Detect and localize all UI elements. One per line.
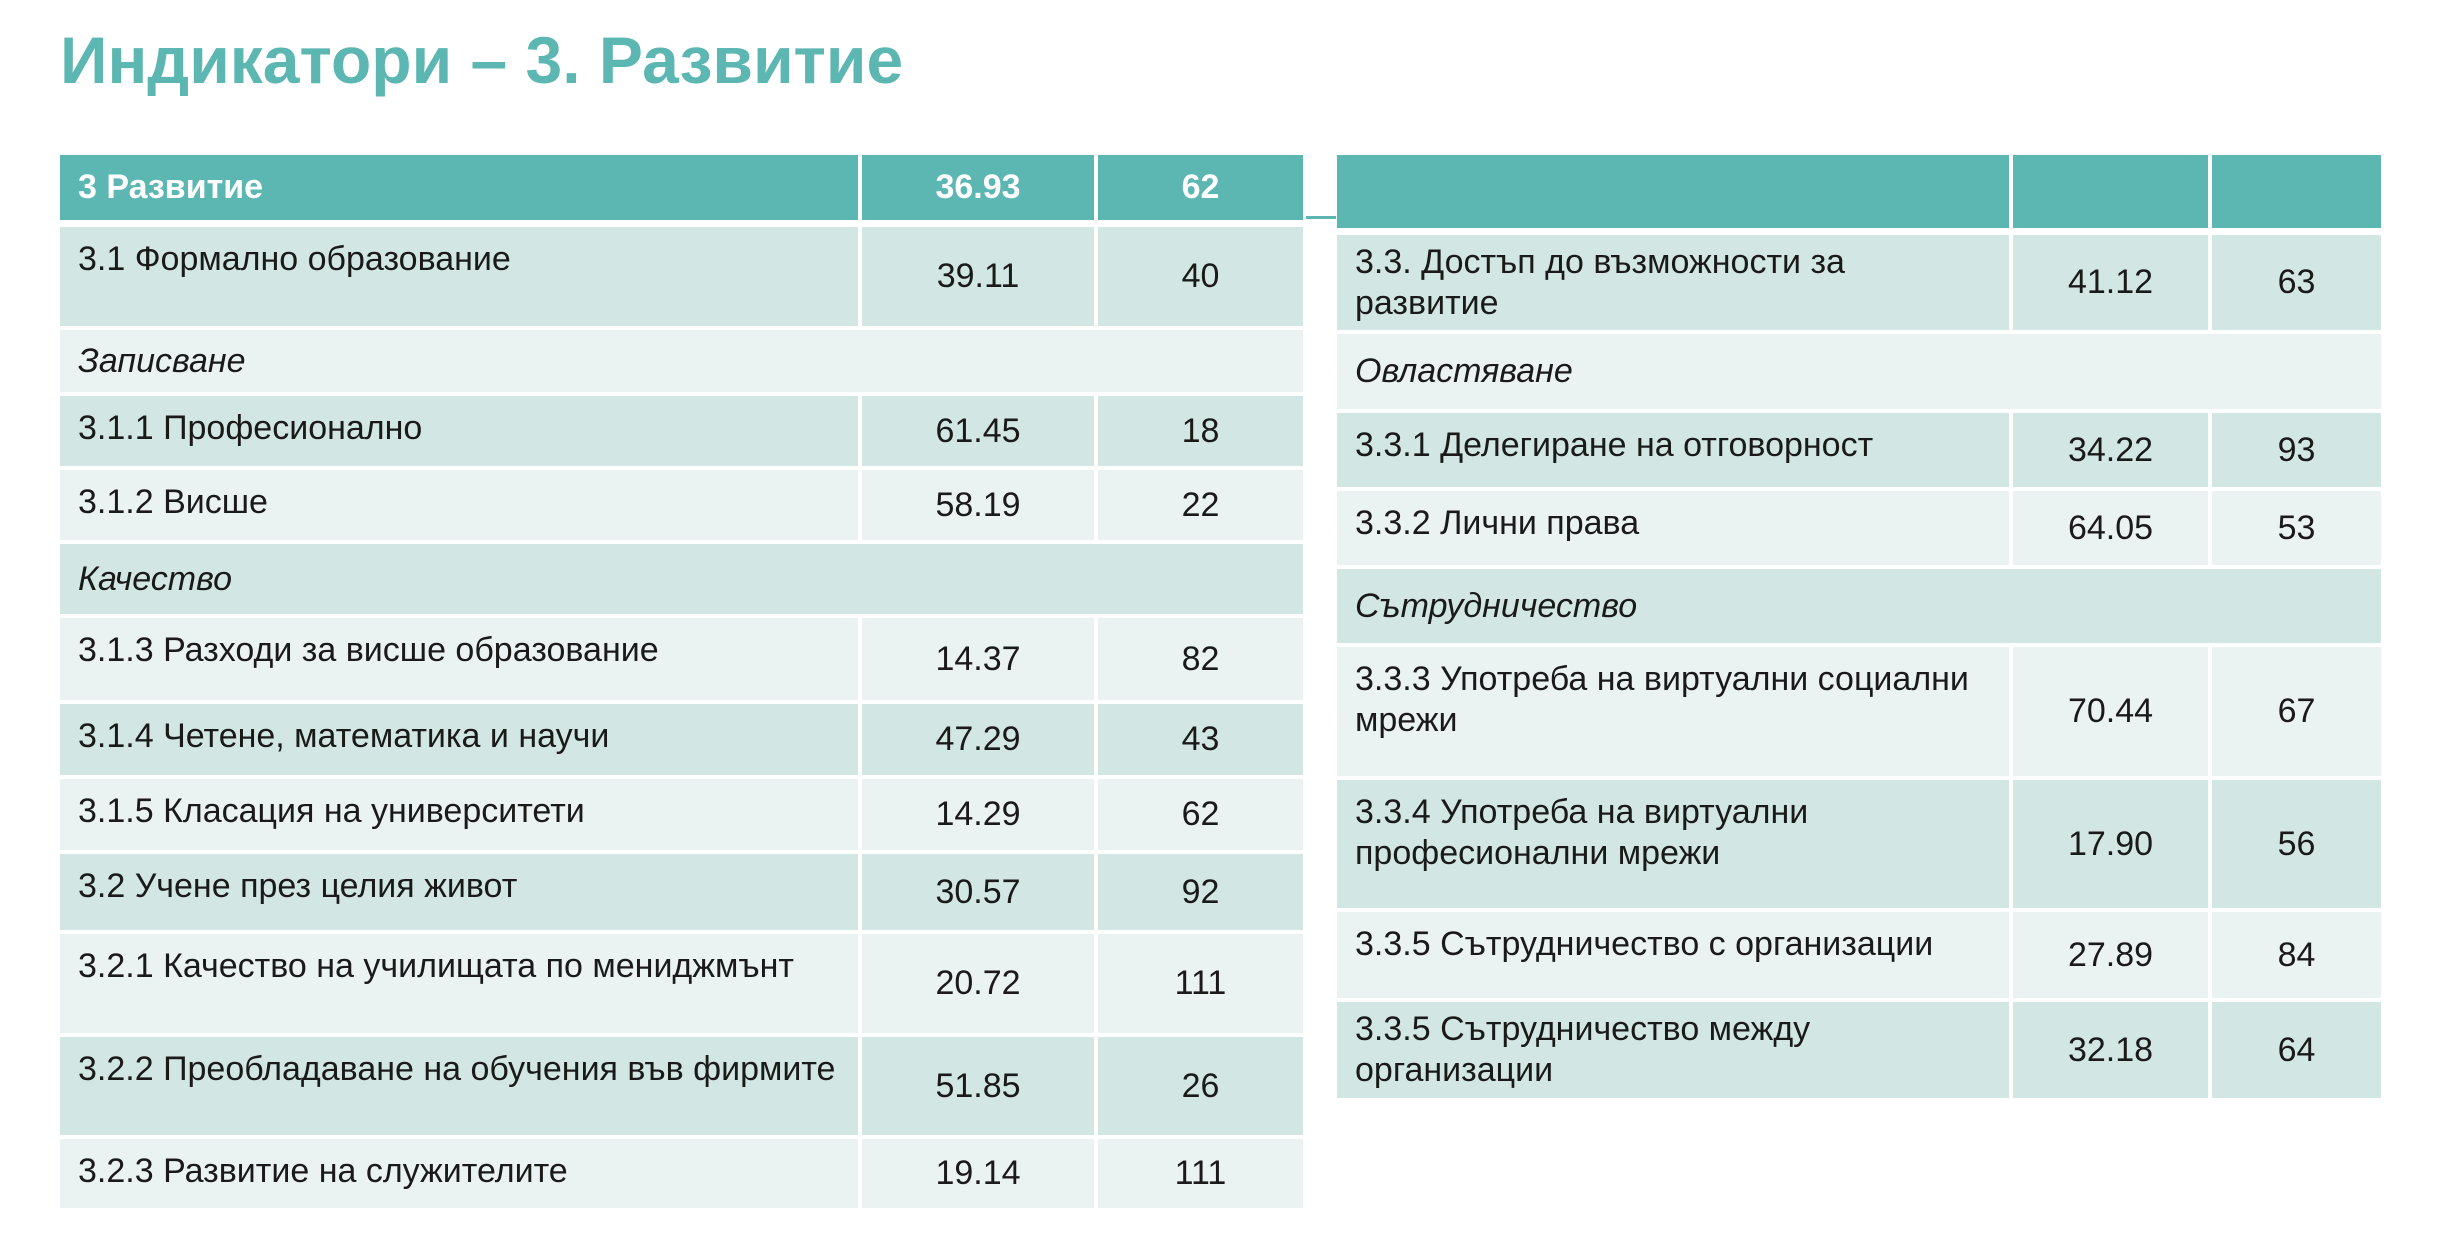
table-row bbox=[60, 227, 1303, 330]
section-label: Качество bbox=[60, 544, 1303, 618]
right-indicators-table bbox=[1337, 155, 2381, 1102]
table-row bbox=[1337, 647, 2381, 780]
row-label: 3.1 Формално образование bbox=[60, 227, 862, 330]
row-score: 32.18 bbox=[2013, 1002, 2212, 1102]
section-label: Сътрудничество bbox=[1337, 569, 2381, 647]
header-score: 36.93 bbox=[862, 155, 1098, 227]
row-rank: 22 bbox=[1098, 470, 1303, 544]
row-label: 3.3.4 Употреба на виртуални професионални мрежи bbox=[1337, 780, 2013, 912]
section-row bbox=[1337, 569, 2381, 647]
row-score: 14.37 bbox=[862, 618, 1098, 704]
row-rank: 62 bbox=[1098, 779, 1303, 854]
table-row bbox=[60, 396, 1303, 470]
row-label: 3.3.5 Сътрудничество между организации bbox=[1337, 1002, 2013, 1102]
table-row bbox=[60, 1037, 1303, 1139]
table-row bbox=[1337, 491, 2381, 569]
row-label: 3.1.5 Класация на университети bbox=[60, 779, 862, 854]
row-label: 3.2.2 Преобладаване на обучения във фирмите bbox=[60, 1037, 862, 1139]
row-rank: 111 bbox=[1098, 1139, 1303, 1212]
table-header-row bbox=[1337, 155, 2381, 235]
table-row bbox=[1337, 780, 2381, 912]
row-score: 19.14 bbox=[862, 1139, 1098, 1212]
section-label: Записване bbox=[60, 330, 1303, 396]
header-connector-line bbox=[1306, 216, 1336, 219]
table-row bbox=[60, 470, 1303, 544]
row-label: 3.2.1 Качество на училищата по мениджмънт bbox=[60, 934, 862, 1037]
row-score: 20.72 bbox=[862, 934, 1098, 1037]
table-row bbox=[1337, 413, 2381, 491]
row-score: 39.11 bbox=[862, 227, 1098, 330]
table-header-row bbox=[60, 155, 1303, 227]
row-label: 3.1.3 Разходи за висше образование bbox=[60, 618, 862, 704]
row-score: 14.29 bbox=[862, 779, 1098, 854]
row-label: 3.1.2 Висше bbox=[60, 470, 862, 544]
table-row bbox=[60, 704, 1303, 779]
table-row bbox=[60, 618, 1303, 704]
section-label: Овластяване bbox=[1337, 334, 2381, 413]
section-row bbox=[60, 544, 1303, 618]
row-rank: 82 bbox=[1098, 618, 1303, 704]
row-label: 3.1.1 Професионално bbox=[60, 396, 862, 470]
row-label: 3.1.4 Четене, математика и научи bbox=[60, 704, 862, 779]
row-rank: 111 bbox=[1098, 934, 1303, 1037]
row-rank: 43 bbox=[1098, 704, 1303, 779]
row-label: 3.3.5 Сътрудничество с организации bbox=[1337, 912, 2013, 1002]
row-score: 17.90 bbox=[2013, 780, 2212, 912]
table-row bbox=[1337, 1002, 2381, 1102]
row-rank: 18 bbox=[1098, 396, 1303, 470]
row-rank: 63 bbox=[2212, 235, 2381, 334]
page-title: Индикатори – 3. Развитие bbox=[60, 23, 904, 97]
header-rank: 62 bbox=[1098, 155, 1303, 227]
row-rank: 93 bbox=[2212, 413, 2381, 491]
row-score: 70.44 bbox=[2013, 647, 2212, 780]
section-row bbox=[1337, 334, 2381, 413]
row-rank: 84 bbox=[2212, 912, 2381, 1002]
row-label: 3.2.3 Развитие на служителите bbox=[60, 1139, 862, 1212]
row-score: 64.05 bbox=[2013, 491, 2212, 569]
row-rank: 40 bbox=[1098, 227, 1303, 330]
row-rank: 64 bbox=[2212, 1002, 2381, 1102]
header-score bbox=[2013, 155, 2212, 235]
row-rank: 92 bbox=[1098, 854, 1303, 934]
row-score: 61.45 bbox=[862, 396, 1098, 470]
left-indicators-table bbox=[60, 155, 1303, 1212]
row-rank: 56 bbox=[2212, 780, 2381, 912]
row-label: 3.2 Учене през целия живот bbox=[60, 854, 862, 934]
row-score: 47.29 bbox=[862, 704, 1098, 779]
row-score: 58.19 bbox=[862, 470, 1098, 544]
header-label: 3 Развитие bbox=[60, 155, 862, 227]
row-score: 41.12 bbox=[2013, 235, 2212, 334]
header-label bbox=[1337, 155, 2013, 235]
row-label: 3.3. Достъп до възможности за развитие bbox=[1337, 235, 2013, 334]
row-score: 51.85 bbox=[862, 1037, 1098, 1139]
header-rank bbox=[2212, 155, 2381, 235]
row-label: 3.3.2 Лични права bbox=[1337, 491, 2013, 569]
row-rank: 26 bbox=[1098, 1037, 1303, 1139]
row-label: 3.3.1 Делегиране на отговорност bbox=[1337, 413, 2013, 491]
row-rank: 67 bbox=[2212, 647, 2381, 780]
table-row bbox=[60, 934, 1303, 1037]
table-row bbox=[60, 1139, 1303, 1212]
row-label: 3.3.3 Употреба на виртуални социални мрежи bbox=[1337, 647, 2013, 780]
row-rank: 53 bbox=[2212, 491, 2381, 569]
row-score: 34.22 bbox=[2013, 413, 2212, 491]
row-score: 30.57 bbox=[862, 854, 1098, 934]
table-row bbox=[60, 779, 1303, 854]
table-row bbox=[1337, 912, 2381, 1002]
table-row bbox=[1337, 235, 2381, 334]
section-row bbox=[60, 330, 1303, 396]
table-row bbox=[60, 854, 1303, 934]
row-score: 27.89 bbox=[2013, 912, 2212, 1002]
